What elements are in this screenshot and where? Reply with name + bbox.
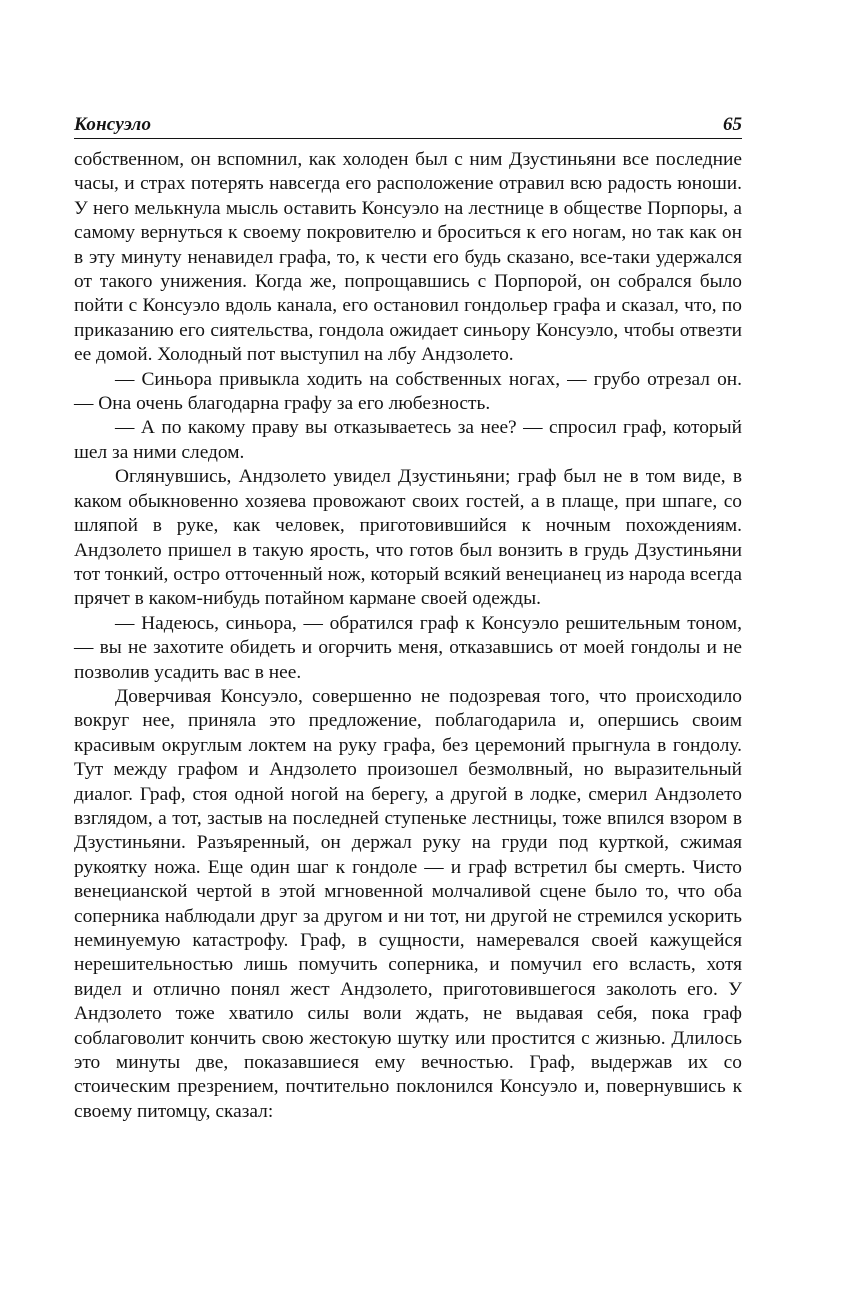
paragraph: Доверчивая Консуэло, совершенно не подозревая того, что происходило вокруг нее, приняла это предложение, поблагодарила и, опершись своим красивым округлым локтем на руку графа, без церемоний прыгнула в гондолу. Тут между графом и Андзолето произошел безмолвный, но выразительный диалог. Граф, стоя одной ногой на берегу, а другой в лодке, смерил Андзолето взглядом, а тот, застыв на последней ступеньке лестницы, тоже впился взором в Дзустиньяни. Разъяренный, он держал руку на груди под курткой, сжимая рукоятку ножа. Еще один шаг к гондоле — и граф встретил бы смерть. Чисто венецианской чертой в этой мгновенной молчаливой сцене было то, что оба соперника наблюдали друг за другом и ни тот, ни другой не стремился ускорить неминуемую катастрофу. Граф, в сущности, намеревался своей кажущейся нерешительностью лишь помучить соперника, и помучил его всласть, хотя видел и отлично понял жест Андзолето, приготовившегося заколоть его. У Андзолето тоже хватило силы воли ждать, не выдавая себя, пока граф соблаговолит кончить свою жестокую шутку или простится с жизнью. Длилось это минуты две, показавшиеся ему вечностью. Граф, выдержав их со стоическим презрением, почтительно поклонился Консуэло и, повернувшись к своему питомцу, сказал:: [74, 685, 742, 1122]
page-body: [74, 148, 742, 1124]
paragraph: — А по какому праву вы отказываетесь за нее? — спросил граф, который шел за ними следом.: [74, 417, 742, 463]
paragraph: собственном, он вспомнил, как холоден был с ним Дзустиньяни все последние часы, и страх потерять навсегда его расположение отравил всю радость юноши. У него мелькнула мысль оставить Консуэло на лестнице в обществе Порпоры, а самому вернуться к своему покровителю и броситься к его ногам, но так как он в эту минуту ненавидел графа, то, к чести его будь сказано, все-таки удержался от такого унижения. Когда же, попрощавшись с Порпорой, он собрался было пойти с Консуэло вдоль канала, его остановил гондольер графа и сказал, что, по приказанию его сиятельства, гондола ожидает синьору Консуэло, чтобы отвезти ее домой. Холодный пот выступил на лбу Андзолето.: [74, 149, 742, 366]
paragraph: — Надеюсь, синьора, — обратился граф к Консуэло решительным тоном, — вы не захотите обидеть и огорчить меня, отказавшись от моей гондолы и не позволив усадить вас в нее.: [74, 612, 742, 683]
paragraph: — Синьора привыкла ходить на собственных ногах, — грубо отрезал он. — Она очень благодарна графу за его любезность.: [74, 368, 742, 415]
page-number: 65: [723, 114, 742, 135]
book-page: [74, 108, 742, 1124]
page-header: [74, 108, 742, 139]
paragraph: Оглянувшись, Андзолето увидел Дзустиньяни; граф был не в том виде, в каком обыкновенно хозяева провожают своих гостей, а в плаще, при шпаге, со шляпой в руке, как человек, приготовившийся к ночным похождениям. Андзолето пришел в такую ярость, что готов был вонзить в грудь Дзустиньяни тот тонкий, остро отточенный нож, который всякий венецианец из народа всегда прячет в каком-нибудь потайном кармане своей одежды.: [74, 466, 742, 610]
running-title: Консуэло: [74, 114, 152, 135]
